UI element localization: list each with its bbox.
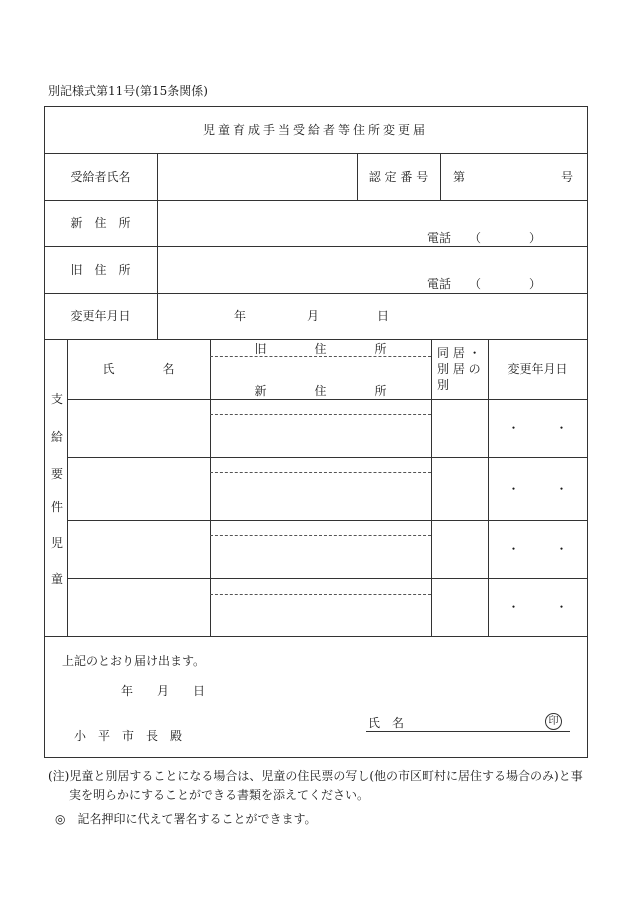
child-old-address-field[interactable] [211, 458, 430, 472]
cert-number-label: 認 定 番 号 [368, 170, 429, 184]
child-name-field[interactable] [68, 521, 209, 577]
col-header-name: 氏 名 [102, 362, 175, 376]
old-address-label: 旧 住 所 [70, 263, 131, 277]
cert-number-field[interactable] [468, 154, 558, 199]
cert-number-suffix: 号 [561, 170, 574, 184]
col-header-change-date: 変更年月日 [507, 362, 568, 376]
note-text: (注)児童と別居することになる場合は、児童の住民票の写し(他の市区町村に居住する場合のみ)と事 [48, 769, 583, 783]
declaration-date[interactable]: 年 月 日 [121, 684, 206, 698]
child-old-address-field[interactable] [211, 579, 430, 593]
seal-mark: 印 [545, 713, 562, 730]
child-change-date[interactable]: ・ ・ [507, 600, 568, 614]
child-new-address-field[interactable] [211, 473, 430, 519]
col-header-old-address: 旧 住 所 [254, 342, 387, 356]
cert-number-prefix: 第 [453, 170, 466, 184]
signer-label: 氏 名 [368, 716, 405, 730]
change-date-day: 日 [377, 309, 390, 323]
note-text: ◎ 記名押印に代えて署名することができます。 [55, 812, 317, 826]
signer-name-field[interactable] [410, 712, 540, 728]
form-title: 児童育成手当受給者等住所変更届 [202, 123, 428, 137]
signature-underline [366, 731, 570, 732]
child-old-address-field[interactable] [211, 521, 430, 535]
addressee: 小 平 市 長 殿 [74, 729, 183, 743]
recipient-name-label: 受給者氏名 [70, 170, 131, 184]
col-header-cohabit: 同 居 ・ [437, 346, 481, 360]
child-cohabit-field[interactable] [432, 579, 487, 635]
declaration-text: 上記のとおり届け出ます。 [62, 654, 206, 668]
side-label-char: 要 [51, 467, 64, 481]
address-divider [210, 356, 431, 357]
old-address-phone[interactable]: 電話 （ ） [427, 277, 542, 291]
child-new-address-field[interactable] [211, 595, 430, 635]
child-old-address-field[interactable] [211, 400, 430, 414]
new-address-phone[interactable]: 電話 （ ） [427, 231, 542, 245]
child-name-field[interactable] [68, 400, 209, 456]
child-new-address-field[interactable] [211, 415, 430, 456]
side-label-char: 給 [51, 430, 64, 444]
col-header-cohabit: 別 [437, 378, 450, 392]
child-cohabit-field[interactable] [432, 521, 487, 577]
child-cohabit-field[interactable] [432, 458, 487, 519]
col-header-cohabit: 別 居 の [437, 362, 481, 376]
old-address-field[interactable] [158, 247, 586, 275]
col-divider [440, 153, 441, 200]
new-address-field[interactable] [158, 201, 586, 229]
side-label-char: 支 [51, 392, 64, 406]
child-change-date[interactable]: ・ ・ [507, 542, 568, 556]
child-change-date[interactable]: ・ ・ [507, 482, 568, 496]
note-text: 実を明らかにすることができる書類を添えてください。 [69, 788, 370, 802]
form-reference: 別記様式第11号(第15条関係) [48, 84, 208, 98]
side-label-char: 件 [51, 500, 64, 514]
child-cohabit-field[interactable] [432, 400, 487, 456]
child-new-address-field[interactable] [211, 536, 430, 577]
child-change-date[interactable]: ・ ・ [507, 421, 568, 435]
new-address-label: 新 住 所 [70, 216, 131, 230]
col-header-new-address: 新 住 所 [254, 384, 387, 398]
side-label-char: 児 [51, 536, 64, 550]
row-divider [44, 339, 587, 340]
recipient-name-field[interactable] [158, 154, 356, 199]
change-date-label: 変更年月日 [70, 309, 131, 323]
side-label-char: 童 [51, 572, 64, 586]
child-name-field[interactable] [68, 579, 209, 635]
row-divider [44, 293, 587, 294]
row-divider [44, 636, 587, 637]
child-name-field[interactable] [68, 458, 209, 519]
change-date-year: 年 [234, 309, 247, 323]
change-date-month: 月 [307, 309, 320, 323]
